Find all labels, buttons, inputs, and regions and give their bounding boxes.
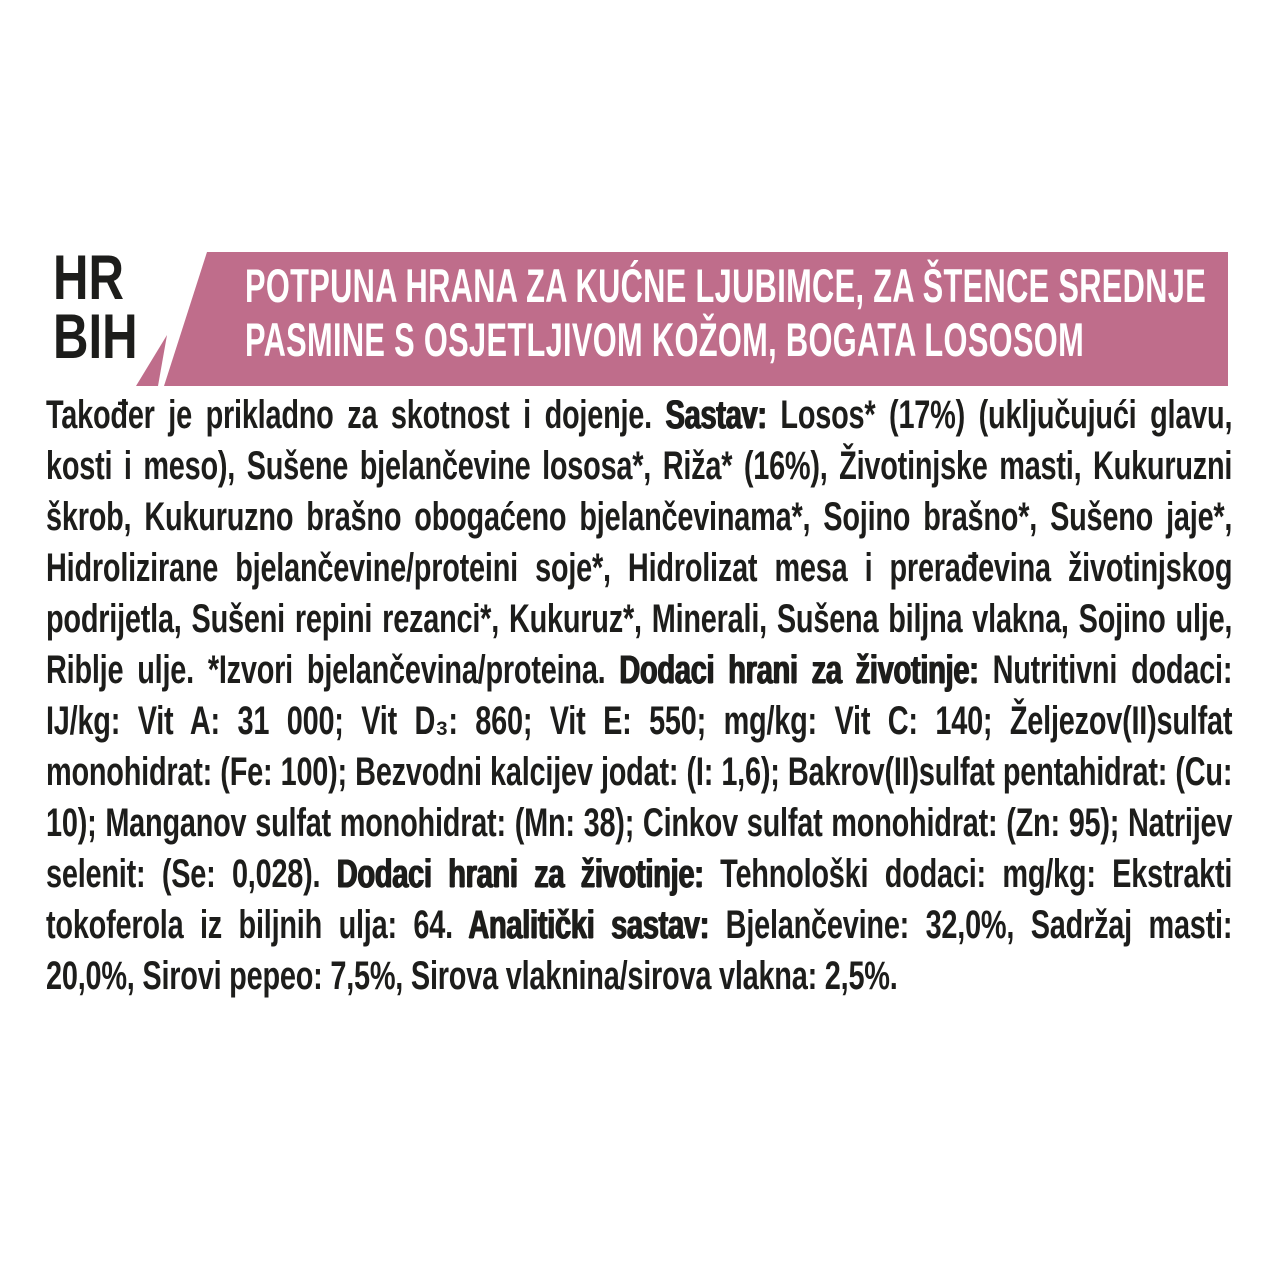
ingredients-segment: Nutritivni dodaci: IJ/kg: Vit A: 31 000; Vit D₃: 860; Vit E: 550; mg/kg: Vit C: 140; Željezov(II)sulfat monohidrat: (Fe: 100); Bezvodni kalcijev jodat: (I: 1,6); Bakrov(II)sulfat pentahidrat: (Cu: 10); Manganov sulfat monohidrat: (Mn: 38); Cinkov sulfat monohidrat: (Zn: 95); Natrijev selenit: (Se: 0,028). bbox=[46, 648, 1233, 896]
ingredients-keyword: Dodaci hrani za životinje: bbox=[336, 852, 704, 896]
banner-title bbox=[245, 259, 1206, 367]
ingredients-text bbox=[46, 390, 1232, 1002]
ingredients-segment: Losos* (17%) (uključujući glavu, kosti i meso), Sušene bjelančevine lososa*, Riža* (16%), Životinjske masti, Kukuruzni škrob, Kukuruzno brašno obogaćeno bjelančevinama*, Sojino brašno*, Sušeno jaje*, Hidrolizirane bjelančevine/proteini soje*, Hidrolizat mesa i prerađevina životinjskog podrijetla, Sušeni repini rezanci*, Kukuruz*, Minerali, Sušena biljna vlakna, Sojino ulje, Riblje ulje. *Izvori bjelančevina/proteina. bbox=[46, 393, 1233, 692]
ingredients-segment: Također je prikladno za skotnost i dojenje. bbox=[46, 393, 666, 437]
country-codes bbox=[53, 243, 138, 372]
banner-title-line2: PASMINE S OSJETLJIVOM KOŽOM, BOGATA LOSOSOM bbox=[245, 313, 1085, 366]
country-code-bih: BIH bbox=[53, 302, 138, 372]
ingredients-segment: Tehnološki dodaci: mg/kg: Ekstrakti tokoferola iz biljnih ulja: 64. bbox=[46, 852, 1233, 947]
banner-accent-triangle bbox=[136, 335, 167, 386]
banner-title-line1: POTPUNA HRANA ZA KUĆNE LJUBIMCE, ZA ŠTENCE SREDNJE bbox=[245, 259, 1207, 312]
country-code-hr: HR bbox=[53, 243, 124, 313]
ingredients-keyword: Sastav: bbox=[665, 393, 767, 437]
ingredients-keyword: Dodaci hrani za životinje: bbox=[619, 648, 979, 692]
ingredients-segment: Bjelančevine: 32,0%, Sadržaj masti: 20,0%, Sirovi pepeo: 7,5%, Sirova vlaknina/sirova vlakna: 2,5%. bbox=[46, 903, 1233, 998]
ingredients-keyword: Analitički sastav: bbox=[468, 903, 710, 947]
